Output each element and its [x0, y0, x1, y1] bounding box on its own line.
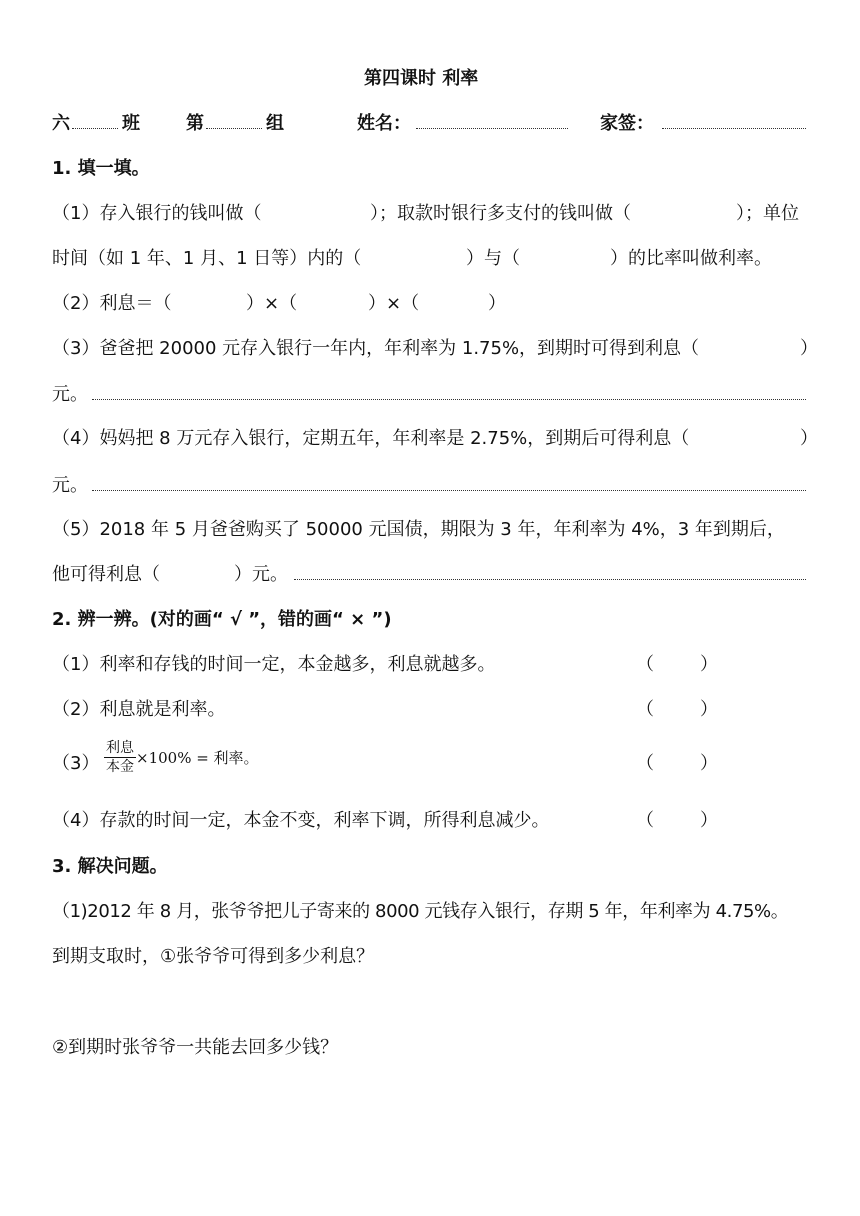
answer-paren-right: ）: [700, 699, 718, 720]
section3-heading: 3. 解决问题。: [52, 856, 168, 877]
page-title: 第四课时 利率: [364, 68, 479, 89]
class-blank[interactable]: [72, 127, 118, 129]
answer-line[interactable]: [92, 398, 806, 400]
group-blank[interactable]: [206, 127, 262, 129]
name-field[interactable]: [416, 127, 568, 129]
class-label: 班: [122, 113, 140, 134]
answer-paren-left[interactable]: （: [636, 753, 654, 774]
answer-paren-right: ）: [700, 654, 718, 675]
formula-tail: ×100% = 利率。: [136, 749, 259, 767]
answer-paren-right: ）: [700, 753, 718, 774]
fraction-numerator: 利息: [106, 740, 134, 756]
answer-paren-left[interactable]: （: [636, 654, 654, 675]
group-label: 组: [266, 113, 284, 134]
answer-paren-right: ）: [700, 810, 718, 831]
grade-label: 六: [52, 113, 70, 134]
name-label: 姓名：: [357, 113, 411, 134]
answer-line[interactable]: [294, 578, 806, 580]
section2-heading: 2. 辨一辨。(对的画“ √ ”，错的画“ × ”): [52, 609, 392, 630]
answer-paren-left[interactable]: （: [636, 810, 654, 831]
group-prefix-label: 第: [186, 113, 204, 134]
section1-heading: 1. 填一填。: [52, 158, 150, 179]
parent-sign-field[interactable]: [662, 127, 806, 129]
formula: [104, 739, 259, 776]
fraction-denominator: 本金: [106, 759, 134, 775]
fraction: [104, 739, 136, 776]
parent-sign-label: 家签：: [600, 113, 654, 134]
answer-line[interactable]: [92, 489, 806, 491]
answer-paren-left[interactable]: （: [636, 699, 654, 720]
